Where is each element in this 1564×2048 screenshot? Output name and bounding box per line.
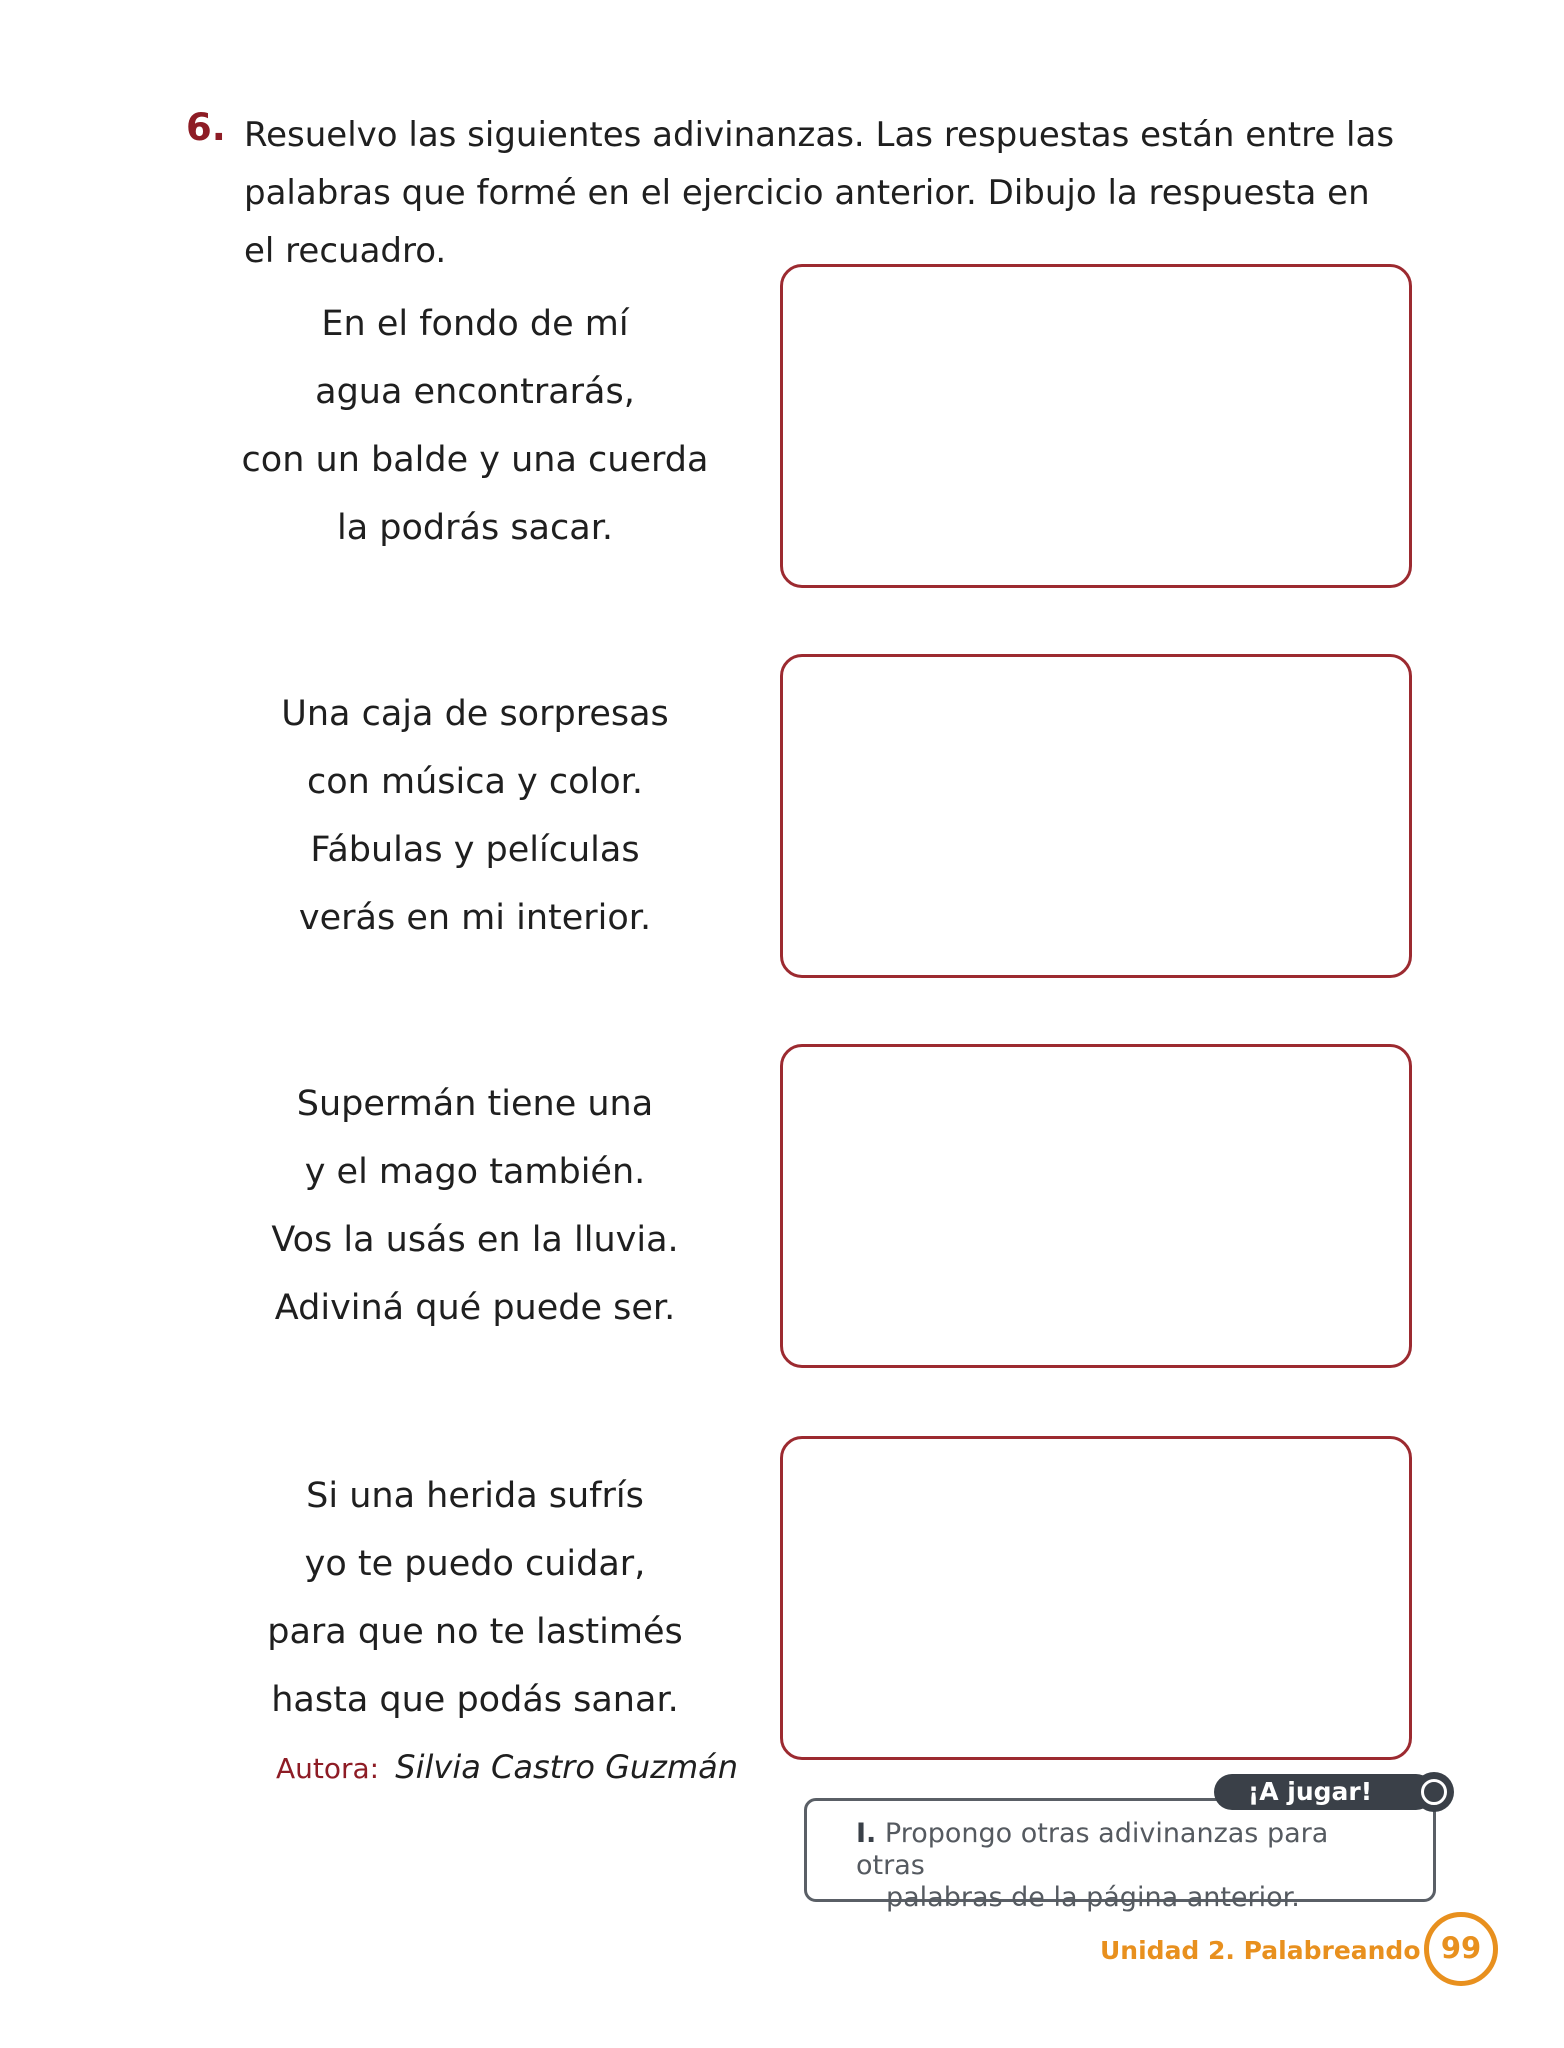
riddle-line: Adiviná qué puede ser. [274,1288,676,1328]
riddle-3 [220,1070,730,1342]
riddle-line: la podrás sacar. [336,508,614,548]
answer-drawing-box-2[interactable] [780,654,1412,978]
exercise-number: 6. [186,106,226,149]
riddle-line: Si una herida sufrís [306,1476,644,1516]
riddle-line: Vos la usás en la lluvia. [271,1220,679,1260]
riddle-2 [220,680,730,952]
riddle-line: verás en mi interior. [298,898,652,938]
riddle-1 [220,290,730,562]
game-item-line: palabras de la página anterior. [886,1882,1300,1913]
circle-bullet-icon [1414,1772,1454,1812]
game-tab-label: ¡A jugar! [1214,1774,1434,1810]
game-item-line: Propongo otras adivinanzas para otras [856,1818,1329,1881]
exercise-instruction [244,106,1424,280]
riddle-line: agua encontrarás, [315,372,635,412]
unit-title: Unidad 2. Palabreando [1100,1936,1421,1965]
instruction-line: el recuadro. [244,231,447,271]
answer-drawing-box-1[interactable] [780,264,1412,588]
game-activity-text [856,1818,1396,1914]
riddle-line: para que no te lastimés [267,1612,683,1652]
riddle-line: hasta que podás sanar. [271,1680,679,1720]
author-credit [276,1748,738,1786]
riddle-4 [220,1462,730,1734]
answer-drawing-box-3[interactable] [780,1044,1412,1368]
instruction-line: palabras que formé en el ejercicio anterior. Dibujo la respuesta en [244,173,1370,213]
riddle-line: Supermán tiene una [296,1084,654,1124]
instruction-line: Resuelvo las siguientes adivinanzas. Las respuestas están entre las [244,115,1395,155]
page-number: 99 [1424,1912,1498,1986]
author-name: Silvia Castro Guzmán [395,1748,739,1786]
riddle-line: Fábulas y películas [310,830,640,870]
riddle-line: En el fondo de mí [321,304,629,344]
author-label: Autora: [276,1752,380,1785]
game-item-number: I. [856,1818,877,1849]
answer-drawing-box-4[interactable] [780,1436,1412,1760]
riddle-line: Una caja de sorpresas [281,694,669,734]
riddle-line: con un balde y una cuerda [241,440,709,480]
riddle-line: yo te puedo cuidar, [304,1544,646,1584]
riddle-line: con música y color. [307,762,643,802]
riddle-line: y el mago también. [304,1152,646,1192]
